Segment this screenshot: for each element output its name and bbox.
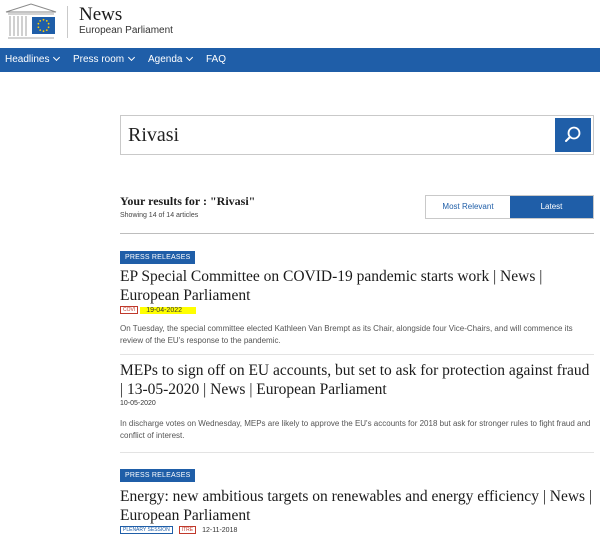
article-title-link[interactable]: MEPs to sign off on EU accounts, but set to ask for protection against fraud | 13-05-2020 | News | European Parliament: [120, 362, 590, 398]
topic-badge[interactable]: PLENARY SESSION: [120, 526, 173, 534]
article-separator: [120, 452, 594, 453]
article-item: [120, 362, 594, 442]
chevron-down-icon: [186, 54, 193, 61]
category-tag[interactable]: PRESS RELEASES: [120, 469, 195, 482]
article-item: [120, 246, 594, 347]
search-icon: [555, 118, 591, 152]
nav-agenda[interactable]: [148, 48, 192, 72]
category-tag[interactable]: PRESS RELEASES: [120, 251, 195, 264]
site-title[interactable]: News: [79, 4, 123, 25]
chevron-down-icon: [53, 54, 60, 61]
article-date: 10-05-2020: [120, 400, 156, 407]
nav-press-room[interactable]: [73, 48, 134, 72]
site-subtitle: European Parliament: [79, 25, 173, 36]
nav-label: Press room: [73, 54, 125, 65]
nav-faq[interactable]: [206, 48, 226, 72]
article-date: 19-04-2022: [140, 307, 196, 314]
sort-toggle: [425, 195, 594, 219]
nav-label: FAQ: [206, 54, 227, 65]
eu-flag-logo[interactable]: [4, 2, 58, 42]
results-count: Showing 14 of 14 articles: [120, 212, 199, 219]
article-meta: [120, 526, 594, 537]
chevron-down-icon: [128, 54, 135, 61]
topic-badge[interactable]: COVI: [120, 306, 138, 314]
topic-badge[interactable]: ITRE: [179, 526, 196, 534]
article-meta: [120, 306, 594, 317]
article-summary: On Tuesday, the special committee elected Kathleen Van Brempt as its Chair, alongside four Vice-Chairs, and will commence its review of the EU's response to the pandemic.: [120, 324, 573, 345]
sort-latest-button[interactable]: Latest: [510, 196, 593, 218]
article-item: [120, 464, 594, 537]
nav-label: Headlines: [5, 54, 50, 65]
search-button[interactable]: [555, 118, 591, 152]
article-date: 12-11-2018: [202, 526, 238, 534]
article-title-link[interactable]: EP Special Committee on COVID-19 pandemic starts work | News | European Parliament: [120, 268, 543, 304]
article-title-link[interactable]: Energy: new ambitious targets on renewables and energy efficiency | News | European Parliament: [120, 488, 593, 524]
site-header: [0, 0, 600, 48]
search-input[interactable]: [128, 120, 548, 150]
nav-headlines[interactable]: [5, 48, 59, 72]
results-divider: [120, 233, 594, 234]
article-separator: [120, 354, 594, 355]
header-divider: [67, 6, 68, 38]
nav-label: Agenda: [148, 54, 183, 65]
search-bar: [120, 115, 594, 155]
sort-most-relevant-button[interactable]: Most Relevant: [426, 196, 510, 218]
main-nav: [0, 48, 600, 72]
results-title: Your results for : "Rivasi": [120, 194, 256, 208]
article-summary: In discharge votes on Wednesday, MEPs are likely to approve the EU's accounts for 2018 but ask for stronger rules to fight fraud and conflict of interest.: [120, 419, 591, 440]
